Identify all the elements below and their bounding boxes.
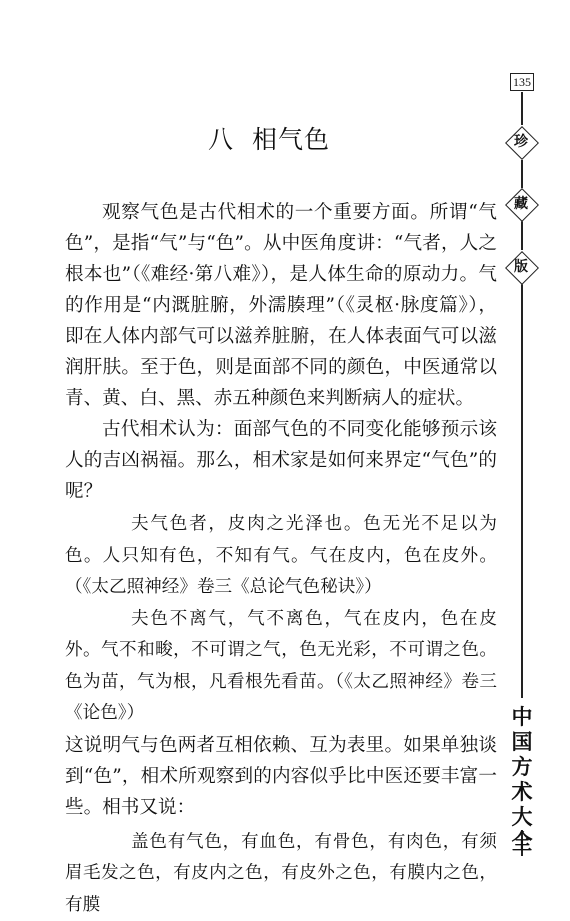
series-title-char: 术 xyxy=(507,780,537,805)
side-divider-line xyxy=(521,160,523,188)
body-text xyxy=(65,197,497,921)
chapter-title: 相气色 xyxy=(252,125,330,154)
page-number: 135 xyxy=(510,73,534,91)
quote-block: 夫气色者，皮肉之光泽也。色无光不足以为色。人只知有色，不知有气。气在皮内，色在皮外。（《太乙照神经》卷三《总论气色秘诀》） xyxy=(65,509,497,604)
side-divider-line xyxy=(521,92,523,125)
paragraph: 古代相术认为：面部气色的不同变化能够预示该人的吉凶祸福。那么，相术家是如何来界定“气色”的呢？ xyxy=(65,414,497,507)
paragraph: 这说明气与色两者互相依赖、互为表里。如果单独谈到“色”，相术所观察到的内容似乎比中医还要丰富一些。相书又说： xyxy=(65,730,497,823)
side-divider-line xyxy=(521,220,523,250)
side-badge-label: 版 xyxy=(505,251,537,283)
side-badge-diamond xyxy=(505,126,537,158)
side-divider-line xyxy=(521,283,523,698)
series-title-char: 中 xyxy=(507,705,537,730)
series-title-char: 全 xyxy=(507,830,537,855)
side-badge-label: 珍 xyxy=(505,126,537,158)
quote-block: 夫色不离气，气不离色，气在皮内，色在皮外。气不和畯，不可谓之气，色无光彩，不可谓之色。色为苗，气为根，凡看根先看苗。（《太乙照神经》卷三《论色》） xyxy=(65,604,497,730)
side-badge-diamond xyxy=(505,188,537,220)
quote-block: 盖色有气色，有血色，有骨色，有肉色，有须眉毛发之色，有皮内之色，有皮外之色，有膜内之色，有膜 xyxy=(65,827,497,921)
series-title-char: 大 xyxy=(507,805,537,830)
series-title-vertical xyxy=(507,705,537,855)
chapter-number: 八 xyxy=(208,125,234,154)
chapter-heading xyxy=(208,120,330,156)
series-title-char: 方 xyxy=(507,755,537,780)
series-title-char: 国 xyxy=(507,730,537,755)
paragraph: 观察气色是古代相术的一个重要方面。所谓“气色”，是指“气”与“色”。从中医角度讲：“气者，人之根本也”（《难经·第八难》），是人体生命的原动力。气的作用是“内溉脏腑，外濡腠理”（《灵枢·脉度篇》），即在人体内部气可以滋养脏腑，在人体表面气可以滋润肝肤。至于色，则是面部不同的颜色，中医通常以青、黄、白、黑、赤五种颜色来判断病人的症状。 xyxy=(65,197,497,414)
side-badge-label: 藏 xyxy=(505,188,537,220)
side-badge-diamond xyxy=(505,251,537,283)
